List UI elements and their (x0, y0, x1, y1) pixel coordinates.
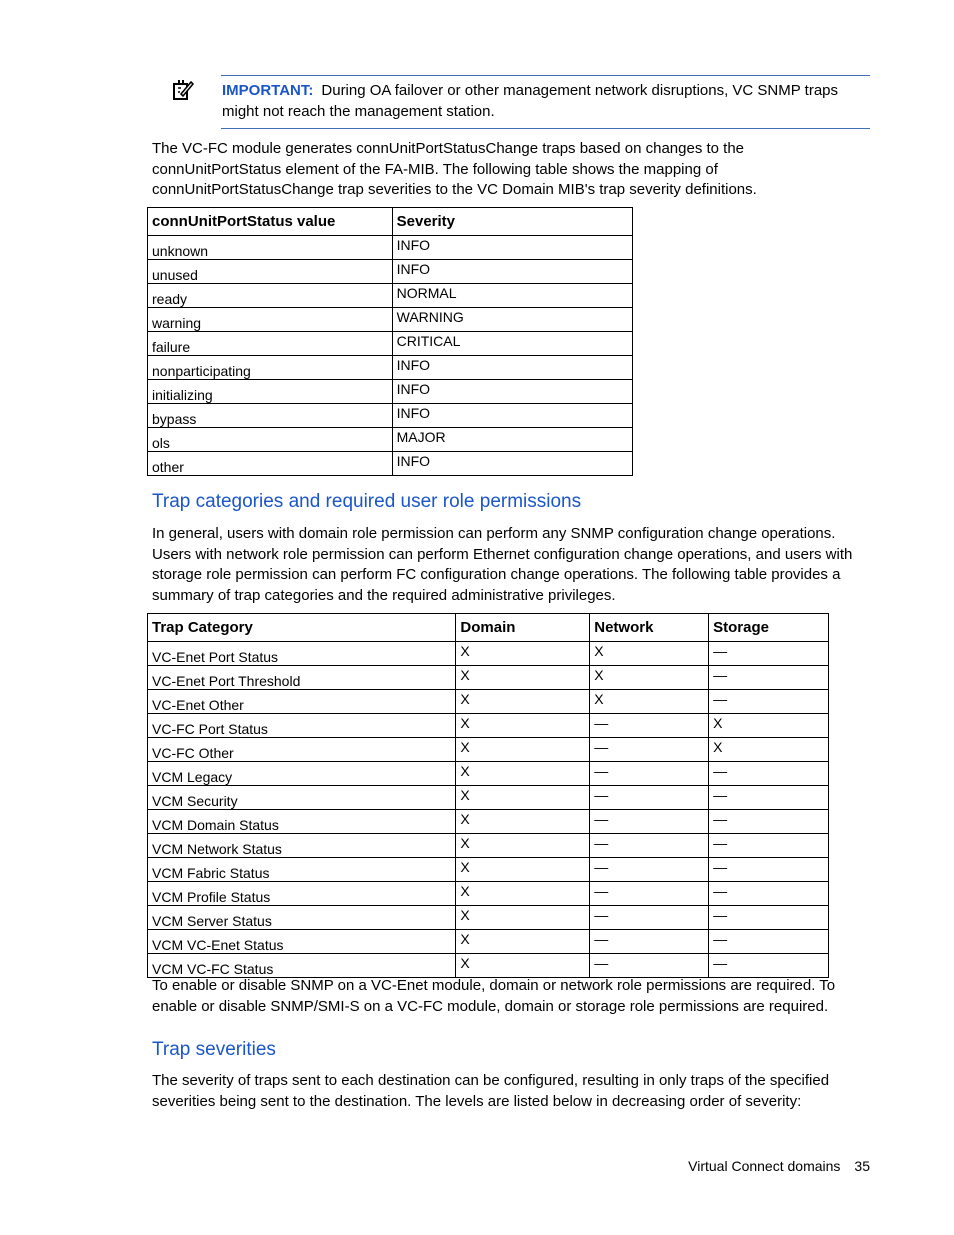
status-value: warning (148, 308, 393, 332)
network-cell: X (590, 690, 709, 714)
domain-cell: X (456, 762, 590, 786)
network-cell: — (590, 906, 709, 930)
severity-value: INFO (392, 260, 632, 284)
storage-cell: — (709, 642, 829, 666)
network-cell: X (590, 642, 709, 666)
trap-category: VCM VC-FC Status (148, 954, 456, 978)
storage-cell: — (709, 762, 829, 786)
table-row (148, 308, 633, 332)
status-value: ready (148, 284, 393, 308)
severity-value: INFO (392, 236, 632, 260)
status-value: unused (148, 260, 393, 284)
storage-cell: — (709, 810, 829, 834)
domain-cell: X (456, 786, 590, 810)
important-note (221, 75, 870, 129)
column-header: Domain (456, 614, 590, 642)
storage-cell: — (709, 834, 829, 858)
status-value: nonparticipating (148, 356, 393, 380)
severity-value: MAJOR (392, 428, 632, 452)
trap-category: VC-Enet Port Status (148, 642, 456, 666)
severity-value: INFO (392, 452, 632, 476)
network-cell: — (590, 954, 709, 978)
network-cell: — (590, 930, 709, 954)
network-cell: — (590, 810, 709, 834)
intro-paragraph: The VC-FC module generates connUnitPortStatusChange traps based on changes to the connUnitPortStatus element of the FA-MIB. The following table shows the mapping of connUnitPortStatusChange trap severities to the VC Domain MIB's trap severity definitions. (152, 140, 757, 198)
status-value: initializing (148, 380, 393, 404)
trap-category: VCM VC-Enet Status (148, 930, 456, 954)
column-header: connUnitPortStatus value (148, 208, 393, 236)
trap-categories-paragraph: In general, users with domain role permission can perform any SNMP configuration change operations. Users with network role permission can perform Ethernet configuration change operations, and users with storage role permission can perform FC configuration change operations. The following table provides a summary of trap categories and the required administrative privileges. (152, 525, 853, 604)
trap-category: VCM Security (148, 786, 456, 810)
table-row (148, 786, 829, 810)
status-severity-table (147, 207, 633, 476)
column-header: Network (590, 614, 709, 642)
trap-category: VCM Fabric Status (148, 858, 456, 882)
page-footer (688, 1158, 870, 1174)
status-value: other (148, 452, 393, 476)
table-row (148, 738, 829, 762)
page-number: 35 (854, 1158, 870, 1174)
trap-category: VCM Profile Status (148, 882, 456, 906)
table-row (148, 930, 829, 954)
trap-category: VC-FC Other (148, 738, 456, 762)
network-cell: — (590, 858, 709, 882)
storage-cell: X (709, 714, 829, 738)
storage-cell: X (709, 738, 829, 762)
severity-value: CRITICAL (392, 332, 632, 356)
table-row (148, 762, 829, 786)
network-cell: — (590, 882, 709, 906)
trap-category: VC-Enet Other (148, 690, 456, 714)
status-value: failure (148, 332, 393, 356)
table-row (148, 906, 829, 930)
domain-cell: X (456, 690, 590, 714)
network-cell: — (590, 834, 709, 858)
table-row (148, 284, 633, 308)
important-note-icon (172, 79, 194, 101)
domain-cell: X (456, 810, 590, 834)
storage-cell: — (709, 786, 829, 810)
network-cell: — (590, 786, 709, 810)
network-cell: — (590, 762, 709, 786)
permissions-paragraph: To enable or disable SNMP on a VC-Enet module, domain or network role permissions are required. To enable or disable SNMP/SMI-S on a VC-FC module, domain or storage role permissions are required. (152, 977, 836, 1015)
table-row (148, 954, 829, 978)
table-header-row (148, 208, 633, 236)
domain-cell: X (456, 666, 590, 690)
trap-category-table (147, 613, 829, 978)
domain-cell: X (456, 906, 590, 930)
note-label: IMPORTANT: (222, 82, 314, 99)
section-heading-trap-severities: Trap severities (152, 1039, 276, 1060)
table-row (148, 356, 633, 380)
network-cell: X (590, 666, 709, 690)
domain-cell: X (456, 834, 590, 858)
table-row (148, 834, 829, 858)
status-value: bypass (148, 404, 393, 428)
network-cell: — (590, 738, 709, 762)
note-text: During OA failover or other management network disruptions, VC SNMP traps might not reach the management station. (222, 82, 839, 120)
storage-cell: — (709, 930, 829, 954)
storage-cell: — (709, 666, 829, 690)
storage-cell: — (709, 882, 829, 906)
table-row (148, 452, 633, 476)
column-header: Trap Category (148, 614, 456, 642)
note-body (222, 80, 862, 122)
storage-cell: — (709, 690, 829, 714)
table-row (148, 404, 633, 428)
trap-category: VC-Enet Port Threshold (148, 666, 456, 690)
network-cell: — (590, 714, 709, 738)
trap-category: VCM Legacy (148, 762, 456, 786)
storage-cell: — (709, 858, 829, 882)
domain-cell: X (456, 714, 590, 738)
domain-cell: X (456, 954, 590, 978)
column-header: Storage (709, 614, 829, 642)
domain-cell: X (456, 738, 590, 762)
domain-cell: X (456, 642, 590, 666)
trap-category: VCM Server Status (148, 906, 456, 930)
table-row (148, 380, 633, 404)
severity-value: INFO (392, 356, 632, 380)
status-value: unknown (148, 236, 393, 260)
column-header: Severity (392, 208, 632, 236)
table-row (148, 428, 633, 452)
trap-category: VC-FC Port Status (148, 714, 456, 738)
footer-section-title: Virtual Connect domains (688, 1158, 841, 1174)
trap-severities-paragraph: The severity of traps sent to each destination can be configured, resulting in only traps of the specified severities being sent to the destination. The levels are listed below in decreasing order of severity: (152, 1072, 830, 1110)
table-row (148, 642, 829, 666)
section-heading-trap-categories: Trap categories and required user role permissions (152, 491, 582, 512)
storage-cell: — (709, 906, 829, 930)
trap-category: VCM Domain Status (148, 810, 456, 834)
table-row (148, 714, 829, 738)
table-row (148, 882, 829, 906)
storage-cell: — (709, 954, 829, 978)
severity-value: INFO (392, 404, 632, 428)
table-row (148, 858, 829, 882)
table-row (148, 260, 633, 284)
domain-cell: X (456, 930, 590, 954)
table-row (148, 810, 829, 834)
table-row (148, 236, 633, 260)
trap-category: VCM Network Status (148, 834, 456, 858)
domain-cell: X (456, 882, 590, 906)
table-header-row (148, 614, 829, 642)
domain-cell: X (456, 858, 590, 882)
severity-value: INFO (392, 380, 632, 404)
severity-value: NORMAL (392, 284, 632, 308)
status-value: ols (148, 428, 393, 452)
table-row (148, 690, 829, 714)
table-row (148, 332, 633, 356)
table-row (148, 666, 829, 690)
severity-value: WARNING (392, 308, 632, 332)
